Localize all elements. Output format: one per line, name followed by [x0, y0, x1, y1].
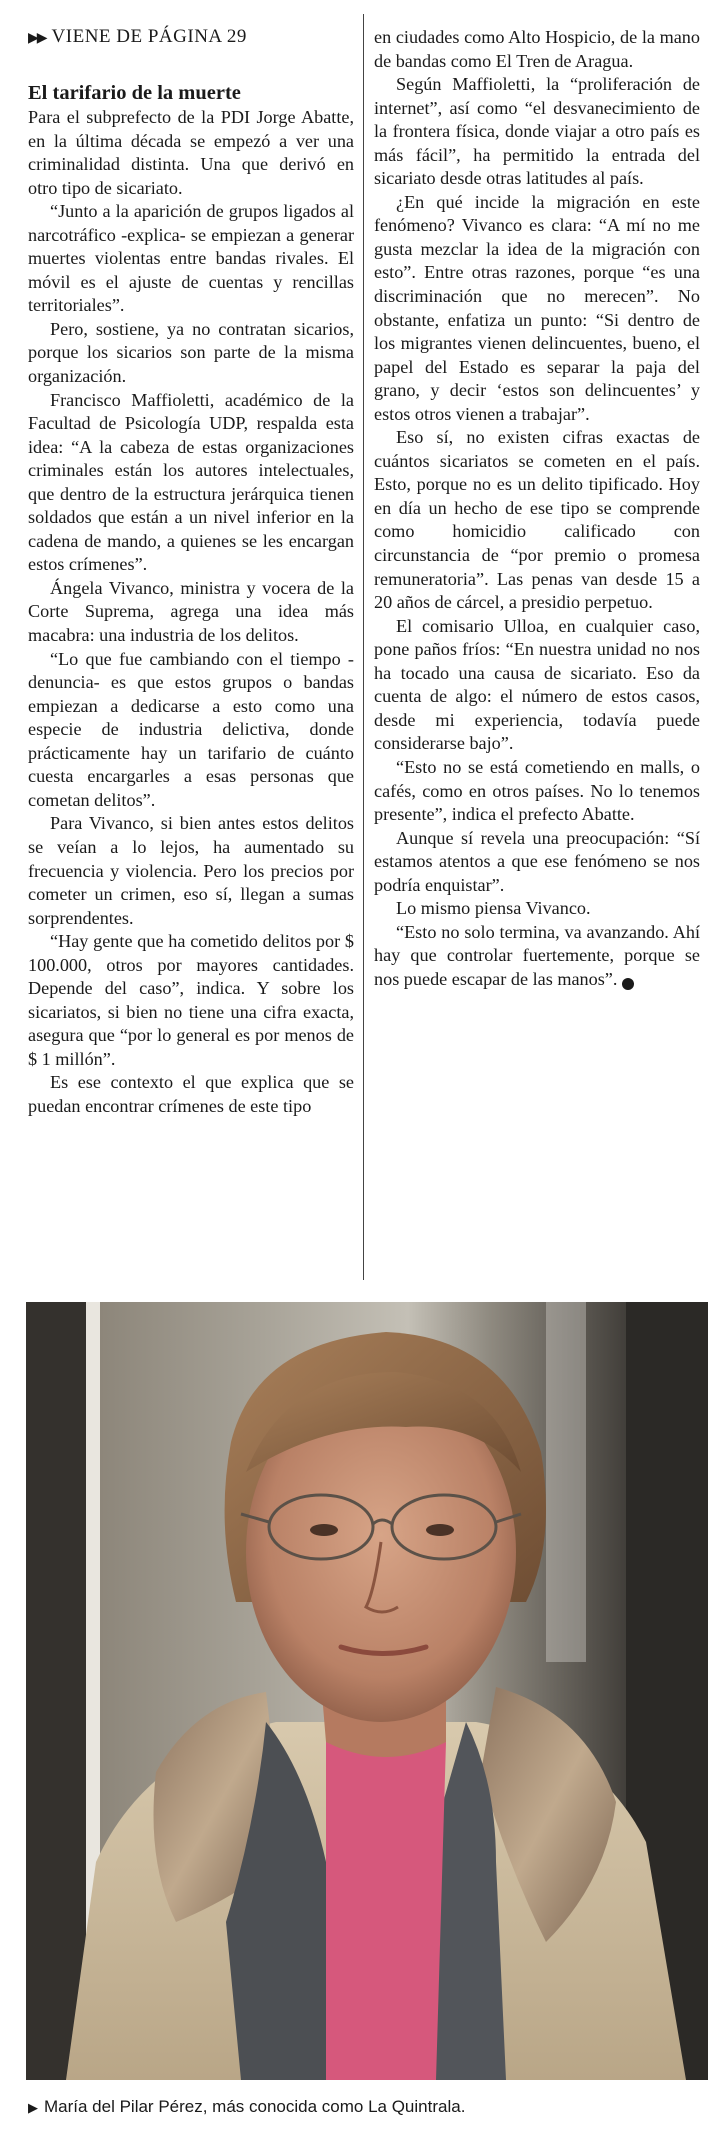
paragraph: “Lo que fue cambiando con el tiempo -denuncia- es que estos grupos o bandas empiezan a dedicarse a esto como una especie de industria delictiva, donde prácticamente hay un tarifario de cuánto cuesta encargarles a esas personas que cometan delitos”.: [28, 648, 354, 810]
article-column-left: [28, 80, 354, 1119]
left-eye: [310, 1524, 338, 1536]
section-heading: El tarifario de la muerte: [28, 82, 241, 104]
portrait-photo: [26, 1302, 708, 2080]
paragraph: Pero, sostiene, ya no contratan sicarios, porque los sicarios son parte de la misma organización.: [28, 318, 354, 387]
paragraph: Eso sí, no existen cifras exactas de cuántos sicariatos se cometen en el país. Esto, porque no es un delito tipificado. Hoy en día un hecho de ese tipo se comprende como homicidio calificado con circunstancia de “por premio o promesa remuneratoria”. Las penas van desde 15 a 20 años de cárcel, a presidio perpetuo.: [374, 427, 700, 613]
final-paragraph-text: “Esto no solo termina, va avanzando. Ahí hay que controlar fuertemente, porque se nos puede escapar de las manos”.: [374, 921, 700, 989]
photo-caption: [28, 2097, 465, 2117]
end-of-article-icon: D: [622, 978, 634, 990]
paragraph: Lo mismo piensa Vivanco.: [396, 898, 591, 919]
column-divider: [363, 14, 364, 1280]
paragraph: en ciudades como Alto Hospicio, de la mano de bandas como El Tren de Aragua.: [374, 27, 700, 71]
paragraph: “Esto no se está cometiendo en malls, o cafés, como en otros países. No lo tenemos presente”, indica el prefecto Abatte.: [374, 756, 700, 825]
paragraph: Para Vivanco, si bien antes estos delitos se veían a lo lejos, ha aumentado su frecuencia y violencia. Pero los precios por cometer un crimen, eso sí, llegan a sumas sorprendentes.: [28, 813, 354, 928]
paragraph-final: [374, 921, 700, 992]
paragraph: Es ese contexto el que explica que se puedan encontrar crímenes de este tipo: [28, 1072, 354, 1116]
paragraph: Según Maffioletti, la “proliferación de internet”, así como “el desvanecimiento de la frontera física, donde viajar a otro país es más fácil”, ha permitido la entrada del sicariato desde otras latitudes al país.: [374, 74, 700, 189]
background-shadow: [26, 1302, 86, 2080]
paragraph: El comisario Ulloa, en cualquier caso, pone paños fríos: “En nuestra unidad no nos ha tocado una causa de sicariato. Eso da cuenta de algo: el número de estos casos, desde mi experiencia, todavía puede considerarse bajo”.: [374, 615, 700, 754]
paragraph: Aunque sí revela una preocupación: “Sí estamos atentos a que ese fenómeno se nos podría enquistar”.: [374, 827, 700, 895]
paragraph: “Junto a la aparición de grupos ligados al narcotráfico -explica- se empiezan a generar muertes violentas entre bandas rivales. El móvil es el ajuste de cuentas y rencillas territoriales”.: [28, 201, 354, 316]
light-streak: [546, 1302, 586, 1662]
pink-sweater: [326, 1732, 446, 2080]
kicker-text: VIENE DE PÁGINA 29: [51, 26, 247, 47]
paragraph: “Hay gente que ha cometido delitos por $ 100.000, otros por mayores cantidades. Depende del caso”, indica. Y sobre los sicariatos, si bien no tiene una cifra exacta, asegura que “por lo general es por menos de $ 1 millón”.: [28, 931, 354, 1069]
paragraph: ¿En qué incide la migración en este fenómeno? Vivanco es clara: “A mí no me gusta mezclar la idea de la migración con esto”. Entre otras razones, porque “es una discriminación que no merecen”. No obstante, enfatiza un punto: “Si dentro de los migrantes vienen delincuentes, bueno, el papel del Estado es separar la paja del grano, y decir ‘estos son delincuentes’ y estos otros vienen a trabajar”.: [374, 191, 700, 424]
portrait-illustration: [26, 1302, 708, 2080]
paragraph: Para el subprefecto de la PDI Jorge Abatte, en la última década se empezó a ver una criminalidad distinta. Una que derivó en otro tipo de sicariato.: [28, 107, 354, 198]
paragraph: Francisco Maffioletti, académico de la Facultad de Psicología UDP, respalda esta idea: “A la cabeza de estas organizaciones criminales están los autores intelectuales, que dentro de la estructura jerárquica tienen soldados que están a un nivel inferior en la cadena de mando, a quienes se les encargan estos crímenes”.: [28, 389, 354, 575]
caption-text: María del Pilar Pérez, más conocida como La Quintrala.: [44, 2097, 466, 2116]
continuation-kicker: [28, 26, 247, 48]
caption-triangle-icon: ▶: [28, 2100, 38, 2115]
double-arrow-icon: ▶▶: [28, 31, 46, 46]
right-eye: [426, 1524, 454, 1536]
paragraph: Ángela Vivanco, ministra y vocera de la Corte Suprema, agrega una idea más macabra: una industria de los delitos.: [28, 577, 354, 646]
article-column-right: [374, 26, 700, 991]
